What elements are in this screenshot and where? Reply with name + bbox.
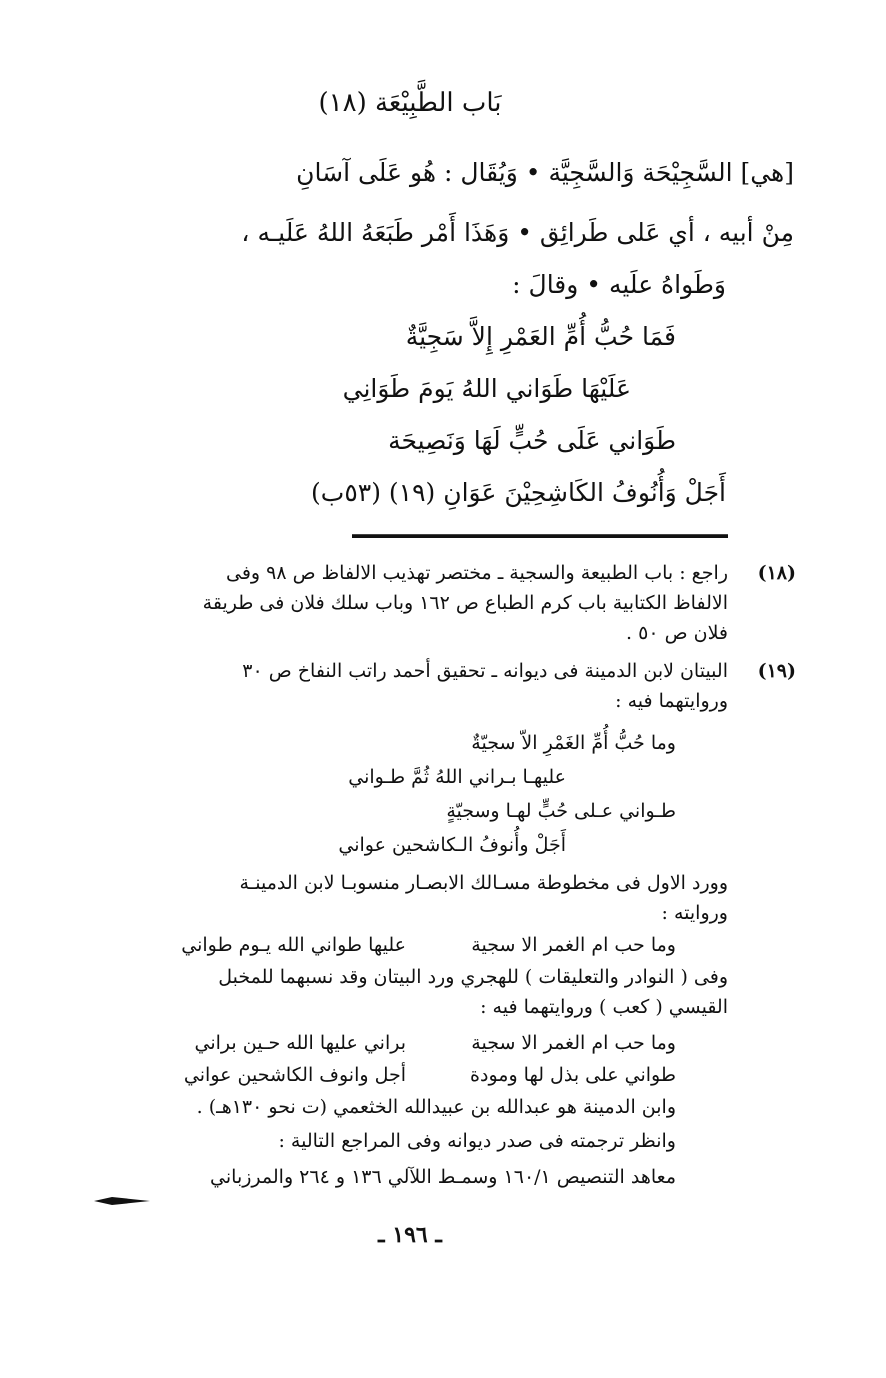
section-title: بَاب الطَّبِيْعَة (١٨): [318, 88, 502, 118]
footnote-verse-b-right: وما حب ام الغمر الا سجية: [471, 934, 676, 956]
main-text-line-3: وَطَواهُ علَيه • وقالَ :: [512, 270, 726, 299]
footnote-verse-c1-left: براني عليها الله حـين براني: [194, 1032, 406, 1054]
footnote-19-text-8: وانظر ترجمته فى صدر ديوانه وفى المراجع التالية :: [278, 1130, 676, 1152]
footnote-19-text-2: وروايتهما فيه :: [615, 690, 728, 712]
footnote-18-text-2: الالفاظ الكتابية باب كرم الطباع ص ١٦٢ وباب سلك فلان فى طريقة: [202, 592, 728, 614]
main-text-line-2: مِنْ أبيه ، أي عَلى طَرائِق • وَهَذَا أَمْر طَبَعَهُ اللهُ عَلَيـه ،: [241, 218, 794, 247]
verse-line-3: طَوَاني عَلَى حُبٍّ لَهَا وَنَصِيحَة: [388, 426, 676, 455]
continuation-arrow-icon: [92, 1196, 152, 1206]
footnote-19-marker: (١٩): [757, 660, 796, 682]
footnote-19-text-7: وابن الدمينة هو عبدالله بن عبيدالله الخثعمي (ت نحو ١٣٠هـ) .: [196, 1096, 676, 1118]
footnote-18-text-1: راجع : باب الطبيعة والسجية ـ مختصر تهذيب الالفاظ ص ٩٨ وفى: [226, 562, 728, 584]
footnote-18-marker: (١٨): [757, 562, 796, 584]
footnote-19-text-5: وفى ( النوادر والتعليقات ) للهجري ورد البيتان وقد نسبهما للمخبل: [218, 966, 728, 988]
footnote-verse-a-2: عليهـا بـراني اللهُ ثُمَّ طـواني: [348, 766, 566, 788]
footnote-verse-c2-left: أجل وانوف الكاشحين عواني: [183, 1064, 406, 1086]
footnote-verse-a-1: وما حُبُّ أُمِّ الغَمْرِ الاّ سجيّةٌ: [471, 732, 676, 754]
footnote-19-text-9: معاهد التنصيص ١٦٠/١ وسمـط اللآلي ١٣٦ و ٢٦٤ والمرزباني: [210, 1166, 676, 1188]
footnote-verse-a-3: طـواني عـلى حُبٍّ لهـا وسجيّةٍ: [446, 800, 676, 822]
footnote-verse-a-4: أَجَلْ وأُنوفُ الـكاشحين عواني: [338, 834, 566, 856]
footnote-verse-b-left: عليها طواني الله يـوم طواني: [181, 934, 406, 956]
footnote-divider: [352, 534, 728, 538]
main-text-line-1: [هي] السَّجِيْحَة وَالسَّجِيَّة • وَيُقَال : هُو عَلَى آسَانِ: [296, 158, 794, 187]
verse-line-2: عَلَيْهَا طَوَاني اللهُ يَومَ طَوَانِي: [342, 374, 631, 403]
verse-line-1: فَمَا حُبُّ أُمِّ العَمْرِ إِلاَّ سَجِيَّةٌ: [405, 322, 676, 351]
footnote-verse-c1-right: وما حب ام الغمر الا سجية: [471, 1032, 676, 1054]
footnote-19-text-4: وروايته :: [661, 902, 728, 924]
footnote-19-text-1: البيتان لابن الدمينة فى ديوانه ـ تحقيق أحمد راتب النفاخ ص ٣٠: [242, 660, 728, 682]
footnote-19-text-6: القيسي ( كعب ) وروايتهما فيه :: [480, 996, 728, 1018]
footnote-18-text-3: فلان ص ٥٠ .: [626, 622, 728, 644]
page-number: ـ ١٩٦ ـ: [378, 1222, 442, 1248]
footnote-19-text-3: وورد الاول فى مخطوطة مسـالك الابصـار منسوبـا لابن الدمينـة: [239, 872, 728, 894]
footnote-verse-c2-right: طواني على بذل لها ومودة: [470, 1064, 676, 1086]
verse-line-4: أَجَلْ وَأُنُوفُ الكَاشِحِيْنَ عَوَانِ (١٩) (٥٣ب): [311, 478, 726, 507]
